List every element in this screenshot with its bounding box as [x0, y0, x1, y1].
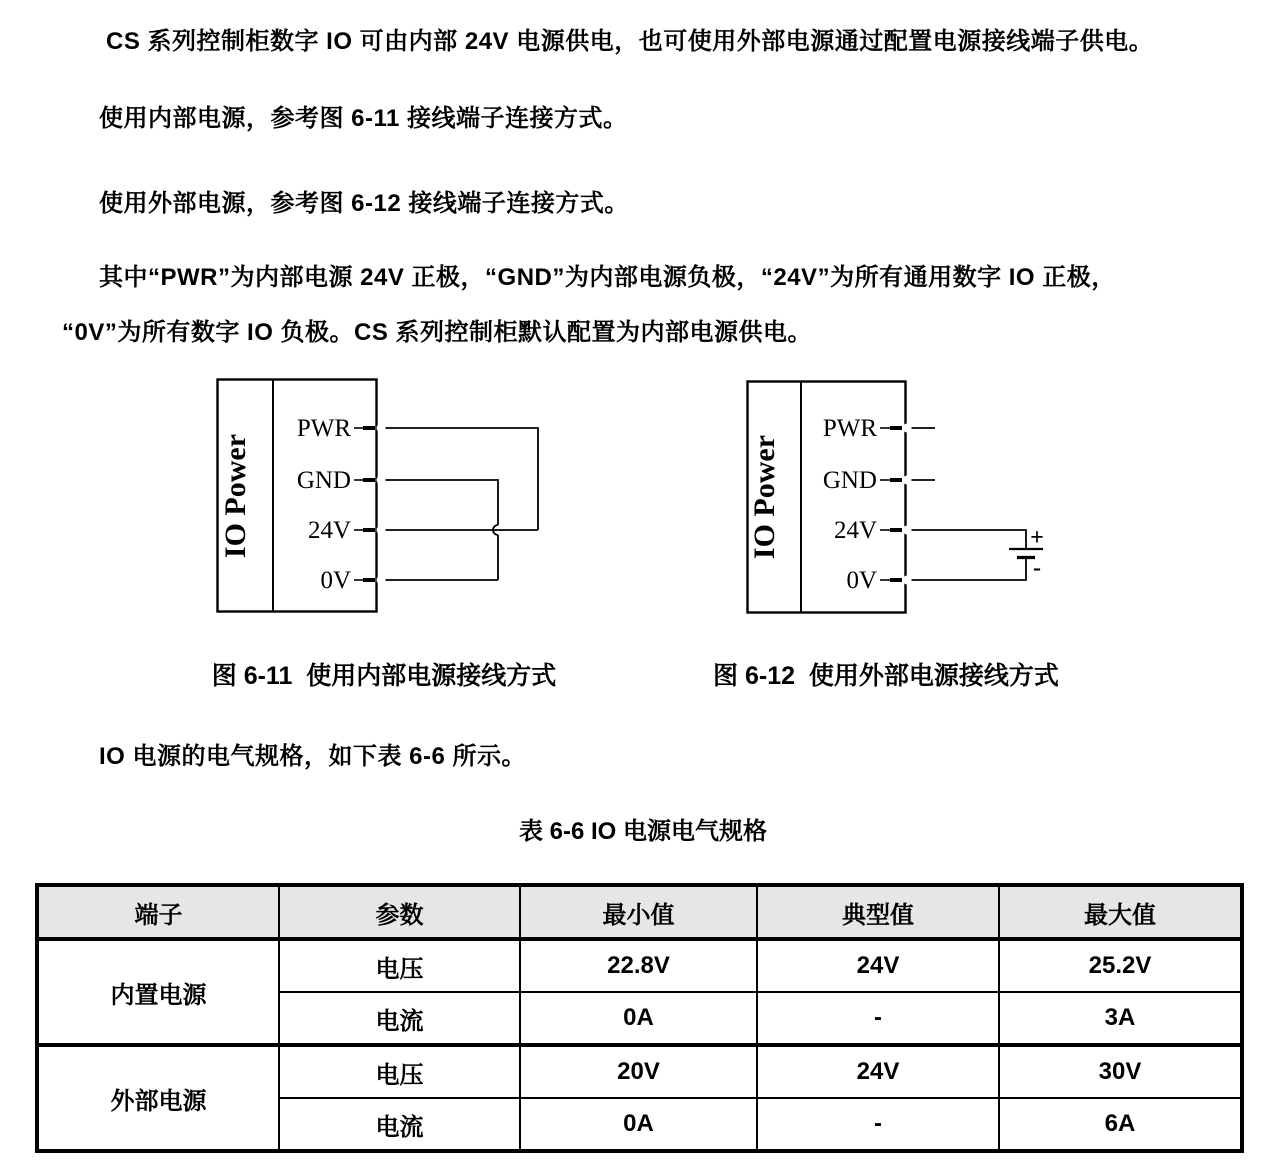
paragraph-table-intro: IO 电源的电气规格，如下表 6-6 所示。	[99, 743, 527, 770]
terminal-leads	[354, 428, 375, 580]
cell-param: 电压	[279, 939, 520, 992]
terminal-label-24v: 24V	[307, 517, 351, 544]
table-row	[37, 1045, 1242, 1098]
column-header-max: 最大值	[999, 885, 1242, 939]
terminal-leads	[880, 428, 902, 580]
terminal-label-gnd: GND	[296, 467, 351, 494]
paragraph-external-ref: 使用外部电源，参考图 6-12 接线端子连接方式。	[99, 190, 629, 217]
cell-typical: 24V	[757, 939, 999, 992]
terminal-circles	[377, 424, 386, 585]
figure-caption-external: 图 6-12 使用外部电源接线方式	[713, 662, 1059, 690]
column-header-parameter: 参数	[279, 885, 520, 939]
cell-min: 22.8V	[520, 939, 757, 992]
cell-typical: 24V	[757, 1045, 999, 1098]
terminal-circles	[903, 424, 912, 585]
cell-min: 20V	[520, 1045, 757, 1098]
battery-minus-label: -	[1033, 555, 1041, 581]
io-power-label: IO Power	[219, 433, 252, 559]
external-wiring	[912, 428, 1027, 580]
terminal-label-gnd: GND	[822, 467, 877, 494]
table-header-row	[37, 885, 1242, 939]
cell-max: 6A	[999, 1098, 1242, 1151]
wire-pwr-to-24v	[386, 428, 539, 530]
terminal-label-pwr: PWR	[822, 415, 877, 442]
cell-typical: -	[757, 1098, 999, 1151]
wire-24v-to-battery	[912, 530, 1027, 548]
terminal-label-0v: 0V	[846, 567, 877, 594]
column-header-min: 最小值	[520, 885, 757, 939]
io-power-label: IO Power	[748, 434, 781, 560]
internal-wiring	[386, 428, 539, 580]
table-title: 表 6-6 IO 电源电气规格	[518, 818, 768, 845]
cell-max: 30V	[999, 1045, 1242, 1098]
battery-plus-label: +	[1030, 525, 1044, 551]
cell-max: 3A	[999, 992, 1242, 1045]
cell-param: 电压	[279, 1045, 520, 1098]
cell-max: 25.2V	[999, 939, 1242, 992]
paragraph-internal-ref: 使用内部电源，参考图 6-11 接线端子连接方式。	[99, 105, 628, 132]
cell-typical: -	[757, 992, 999, 1045]
cell-param: 电流	[279, 1098, 520, 1151]
figure-internal-power-diagram	[200, 372, 560, 622]
terminal-label-pwr: PWR	[296, 415, 351, 442]
wire-battery-to-0v	[912, 559, 1027, 580]
column-header-terminal: 端子	[37, 885, 279, 939]
cell-param: 电流	[279, 992, 520, 1045]
terminal-label-0v: 0V	[320, 567, 351, 594]
paragraph-terminals-line2: “0V”为所有数字 IO 负极。CS 系列控制柜默认配置为内部电源供电。	[62, 319, 813, 346]
cell-terminal-external: 外部电源	[37, 1045, 279, 1151]
paragraph-intro: CS 系列控制柜数字 IO 可由内部 24V 电源供电，也可使用外部电源通过配置电源接线端子供电。	[106, 28, 1154, 55]
paragraph-terminals-line1: 其中“PWR”为内部电源 24V 正极，“GND”为内部电源负极，“24V”为所有通用数字 IO 正极，	[99, 264, 1116, 291]
terminal-label-24v: 24V	[833, 517, 877, 544]
table-row	[37, 939, 1242, 992]
cell-min: 0A	[520, 992, 757, 1045]
column-header-typical: 典型值	[757, 885, 999, 939]
figure-external-power-diagram	[730, 372, 1100, 622]
figure-caption-internal: 图 6-11 使用内部电源接线方式	[211, 662, 557, 690]
cell-terminal-internal: 内置电源	[37, 939, 279, 1045]
cell-min: 0A	[520, 1098, 757, 1151]
io-power-spec-table	[35, 883, 1244, 1153]
